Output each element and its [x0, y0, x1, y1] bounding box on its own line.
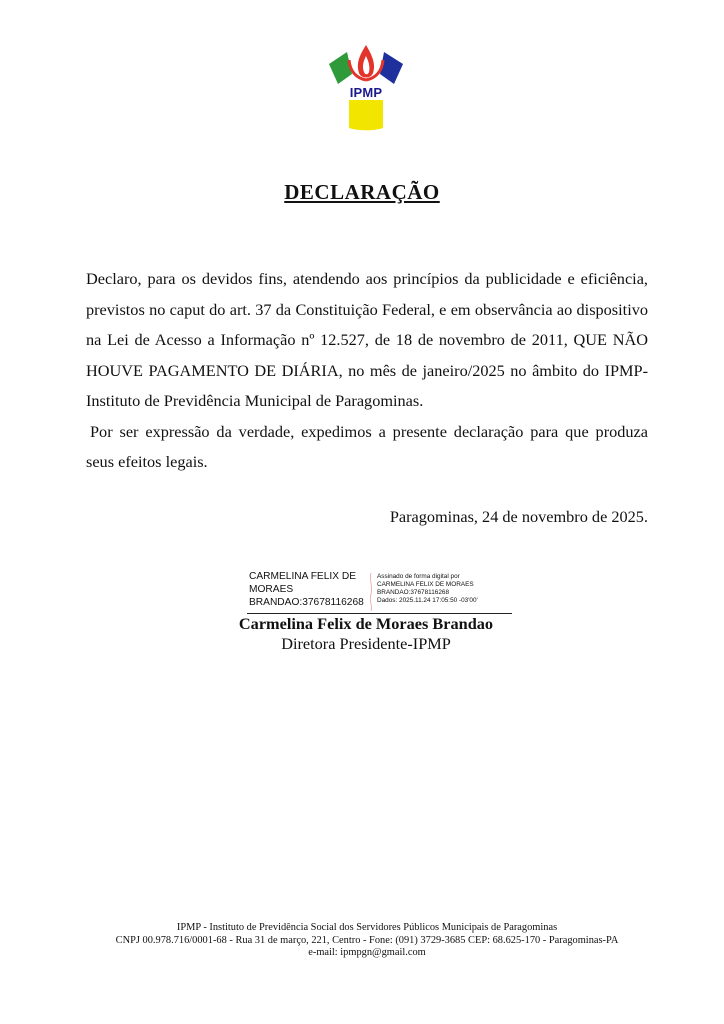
closing-paragraph: Por ser expressão da verdade, expedimos a presente declaração para que produza seus efeitos legais. — [86, 421, 648, 471]
signature-name-line-1: CARMELINA FELIX DE — [249, 571, 356, 582]
digital-signature-stamp — [246, 570, 516, 616]
signature-detail-line-2: CARMELINA FELIX DE MORAES — [377, 581, 474, 588]
footer-email: e-mail: ipmpgn@gmail.com — [308, 947, 426, 958]
digital-signature-name — [249, 570, 374, 609]
signature-detail-line-1: Assinado de forma digital por — [377, 573, 460, 580]
ipmp-logo — [326, 42, 406, 132]
logo-text: IPMP — [349, 85, 383, 100]
footer-address: CNPJ 00.978.716/0001-68 - Rua 31 de março, 221, Centro - Fone: (091) 3729-3685 CEP: 68.625-170 - Paragominas-PA — [115, 934, 619, 946]
footer-institution: IPMP - Instituto de Previdência Social dos Servidores Públicos Municipais de Paragominas — [176, 922, 558, 933]
signer-role: Diretora Presidente-IPMP — [281, 634, 451, 653]
signature-detail-line-3: BRANDAO:37678116268 — [377, 589, 450, 596]
document-body — [86, 264, 648, 478]
declaration-paragraph: Declaro, para os devidos fins, atendendo aos princípios da publicidade e eficiência, previstos no caput do art. 37 da Constituição Federal, e em observância ao dispositivo na Lei de Acesso a Informação nº 12.527, de 18 de novembro de 2011, QUE NÃO HOUVE PAGAMENTO DE DIÁRIA, no mês de janeiro/2025 no âmbito do IPMP-Instituto de Previdência Municipal de Paragominas. — [86, 269, 648, 410]
signature-detail-line-4: Dados: 2025.11.24 17:05:50 -03'00' — [377, 597, 478, 604]
date-line: Paragominas, 24 de novembro de 2025. — [389, 507, 648, 526]
signature-name-line-2: MORAES — [249, 584, 294, 595]
document-title: DECLARAÇÃO — [284, 180, 440, 204]
page-footer — [0, 922, 724, 960]
signer-name: Carmelina Felix de Moraes Brandao — [238, 614, 494, 633]
signature-mark-icon — [368, 572, 374, 612]
signature-name-line-3: BRANDAO:37678116268 — [249, 597, 364, 608]
digital-signature-details — [377, 573, 517, 605]
